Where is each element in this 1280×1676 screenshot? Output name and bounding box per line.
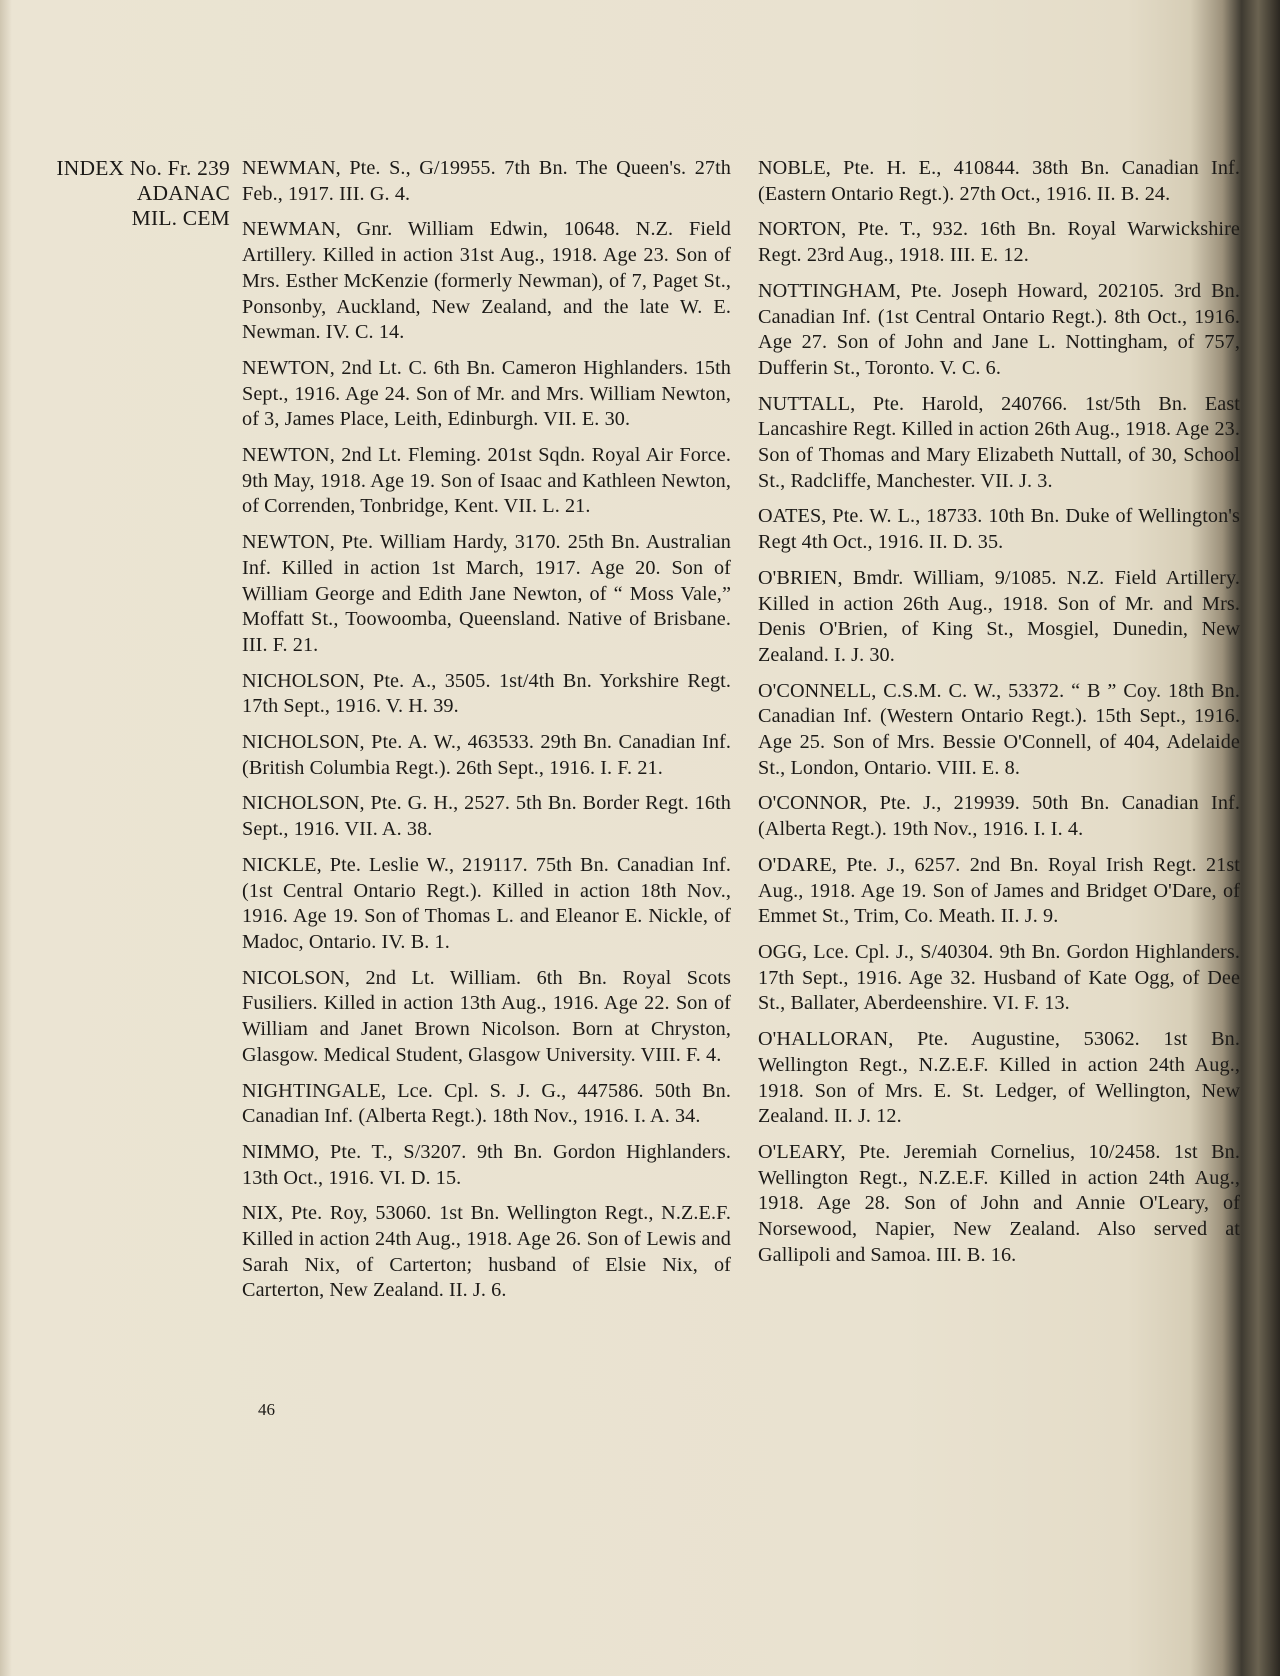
casualty-entry: NICHOLSON, Pte. A. W., 463533. 29th Bn. Canadian Inf. (British Columbia Regt.). 26th Sept., 1916. I. F. 21.	[242, 731, 731, 779]
page-edge-shadow	[0, 0, 12, 1676]
index-number: INDEX No. Fr. 239	[56, 156, 230, 180]
casualty-entry: NOTTINGHAM, Pte. Joseph Howard, 202105. 3rd Bn. Canadian Inf. (1st Central Ontario Regt.). 8th Oct., 1916. Age 27. Son of John and Jane L. Nottingham, of 757, Dufferin St., Toronto. V. C. 6.	[758, 279, 1240, 379]
casualty-entry: NEWMAN, Pte. S., G/19955. 7th Bn. The Queen's. 27th Feb., 1917. III. G. 4.	[242, 157, 731, 205]
left-column	[242, 156, 731, 1314]
cemetery-index-heading	[18, 156, 230, 231]
casualty-entry: NORTON, Pte. T., 932. 16th Bn. Royal Warwickshire Regt. 23rd Aug., 1918. III. E. 12.	[758, 218, 1240, 267]
casualty-entry: NEWTON, 2nd Lt. C. 6th Bn. Cameron Highlanders. 15th Sept., 1916. Age 24. Son of Mr. and Mrs. William Newton, of 3, James Place, Leith, Edinburgh. VII. E. 30.	[242, 356, 731, 431]
casualty-entry: O'CONNOR, Pte. J., 219939. 50th Bn. Canadian Inf. (Alberta Regt.). 19th Nov., 1916. I. I. 4.	[758, 792, 1240, 841]
right-column	[758, 156, 1240, 1278]
casualty-entry: NUTTALL, Pte. Harold, 240766. 1st/5th Bn. East Lancashire Regt. Killed in action 26th Aug., 1918. Age 23. Son of Thomas and Mary Elizabeth Nuttall, of 30, School St., Radcliffe, Manchester. VII. J. 3.	[758, 392, 1240, 492]
casualty-entry: NICKLE, Pte. Leslie W., 219117. 75th Bn. Canadian Inf. (1st Central Ontario Regt.). Killed in action 18th Nov., 1916. Age 19. Son of Thomas L. and Eleanor E. Nickle, of Madoc, Ontario. IV. B. 1.	[242, 853, 731, 953]
page-number: 46	[258, 1400, 275, 1419]
casualty-entry: O'DARE, Pte. J., 6257. 2nd Bn. Royal Irish Regt. 21st Aug., 1918. Age 19. Son of James and Bridget O'Dare, of Emmet St., Trim, Co. Meath. II. J. 9.	[758, 853, 1240, 928]
casualty-entry: NIGHTINGALE, Lce. Cpl. S. J. G., 447586. 50th Bn. Canadian Inf. (Alberta Regt.). 18th Nov., 1916. I. A. 34.	[242, 1079, 731, 1128]
casualty-entry: NIMMO, Pte. T., S/3207. 9th Bn. Gordon Highlanders. 13th Oct., 1916. VI. D. 15.	[242, 1140, 731, 1189]
casualty-entry: NEWTON, Pte. William Hardy, 3170. 25th Bn. Australian Inf. Killed in action 1st March, 1917. Age 20. Son of William George and Edith Jane Newton, of “ Moss Vale,” Moffatt St., Toowoomba, Queensland. Native of Brisbane. III. F. 21.	[242, 531, 731, 656]
casualty-entry: OGG, Lce. Cpl. J., S/40304. 9th Bn. Gordon Highlanders. 17th Sept., 1916. Age 32. Husband of Kate Ogg, of Dee St., Ballater, Aberdeenshire. VI. F. 13.	[758, 940, 1240, 1015]
cemetery-type: MIL. CEM	[131, 206, 230, 230]
casualty-entry: NICHOLSON, Pte. A., 3505. 1st/4th Bn. Yorkshire Regt. 17th Sept., 1916. V. H. 39.	[242, 669, 731, 718]
casualty-entry: NOBLE, Pte. H. E., 410844. 38th Bn. Canadian Inf. (Eastern Ontario Regt.). 27th Oct., 1916. II. B. 24.	[758, 157, 1240, 205]
casualty-entry: NEWTON, 2nd Lt. Fleming. 201st Sqdn. Royal Air Force. 9th May, 1918. Age 19. Son of Isaac and Kathleen Newton, of Correnden, Tonbridge, Kent. VII. L. 21.	[242, 444, 731, 518]
cemetery-name: ADANAC	[136, 181, 230, 205]
casualty-entry: NICOLSON, 2nd Lt. William. 6th Bn. Royal Scots Fusiliers. Killed in action 13th Aug., 1916. Age 22. Son of William and Janet Brown Nicolson. Born at Chryston, Glasgow. Medical Student, Glasgow University. VIII. F. 4.	[242, 966, 731, 1066]
casualty-entry: O'BRIEN, Bmdr. William, 9/1085. N.Z. Field Artillery. Killed in action 26th Aug., 1918. Son of Mr. and Mrs. Denis O'Brien, of King St., Mosgiel, Dunedin, New Zealand. I. J. 30.	[758, 566, 1240, 666]
casualty-entry: O'CONNELL, C.S.M. C. W., 53372. “ B ” Coy. 18th Bn. Canadian Inf. (Western Ontario Regt.). 15th Sept., 1916. Age 25. Son of Mrs. Bessie O'Connell, of 404, Adelaide St., London, Ontario. VIII. E. 8.	[758, 679, 1240, 779]
casualty-entry: NICHOLSON, Pte. G. H., 2527. 5th Bn. Border Regt. 16th Sept., 1916. VII. A. 38.	[242, 792, 731, 841]
casualty-entry: O'LEARY, Pte. Jeremiah Cornelius, 10/2458. 1st Bn. Wellington Regt., N.Z.E.F. Killed in action 24th Aug., 1918. Age 28. Son of John and Annie O'Leary, of Norsewood, Napier, New Zealand. Also served at Gallipoli and Samoa. III. B. 16.	[758, 1140, 1240, 1266]
casualty-entry: O'HALLORAN, Pte. Augustine, 53062. 1st Bn. Wellington Regt., N.Z.E.F. Killed in action 24th Aug., 1918. Son of Mrs. E. St. Ledger, of Wellington, New Zealand. II. J. 12.	[758, 1028, 1240, 1128]
casualty-entry: NEWMAN, Gnr. William Edwin, 10648. N.Z. Field Artillery. Killed in action 31st Aug., 1918. Age 23. Son of Mrs. Esther McKenzie (formerly Newman), of 7, Paget St., Ponsonby, Auckland, New Zealand, and the late W. E. Newman. IV. C. 14.	[242, 218, 731, 344]
casualty-entry: NIX, Pte. Roy, 53060. 1st Bn. Wellington Regt., N.Z.E.F. Killed in action 24th Aug., 1918. Age 26. Son of Lewis and Sarah Nix, of Carterton; husband of Elsie Nix, of Carterton, New Zealand. II. J. 6.	[242, 1202, 731, 1302]
casualty-entry: OATES, Pte. W. L., 18733. 10th Bn. Duke of Wellington's Regt 4th Oct., 1916. II. D. 35.	[758, 505, 1240, 554]
